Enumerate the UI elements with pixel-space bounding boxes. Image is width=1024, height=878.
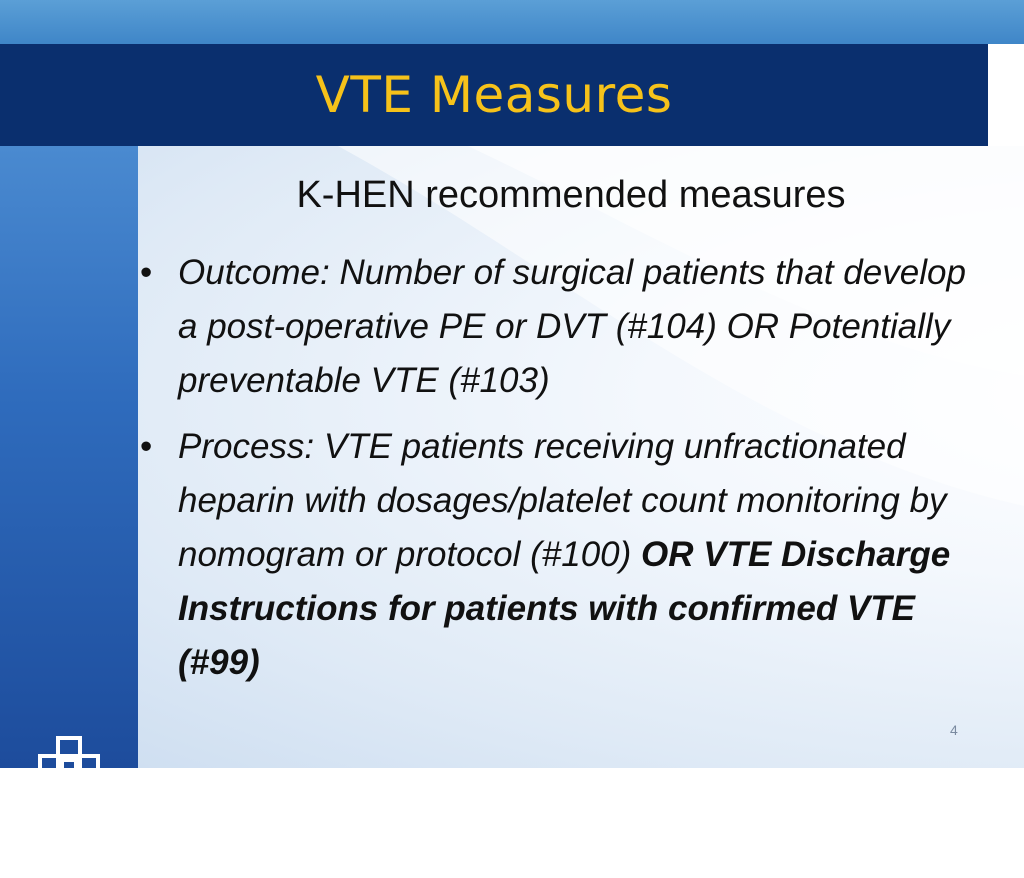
- logo-line-hospital: Hospital: [34, 831, 104, 852]
- logo-line-kentucky: Kentucky: [29, 810, 109, 831]
- page-number: 4: [950, 722, 958, 738]
- bullet-dot-icon: •: [140, 253, 153, 292]
- logo-text: [10, 810, 128, 873]
- title-band: [0, 44, 988, 146]
- left-sidebar: [0, 146, 138, 873]
- bullet-list: [138, 246, 988, 702]
- bullet-text-outcome: Outcome: Number of surgical patients that develop a post-operative PE or DVT (#104) OR Potentially preventable VTE (#103): [178, 253, 966, 400]
- top-accent-strip: [0, 0, 1024, 44]
- bullet-text-process-bold: OR VTE Discharge Instructions for patients with confirmed VTE (#99): [178, 535, 951, 682]
- kha-logo: [10, 728, 128, 878]
- cross-logo-icon: [38, 736, 100, 798]
- bullet-item-outcome: [138, 246, 988, 408]
- slide-subtitle: K-HEN recommended measures: [296, 174, 846, 216]
- bullet-text-process: Process: VTE patients receiving unfractionated heparin with dosages/platelet count monitoring by nomogram or protocol (#100): [178, 427, 947, 574]
- logo-line-association: Association: [20, 852, 118, 873]
- title-band-right-edge: [988, 44, 1024, 146]
- bullet-dot-icon: •: [140, 427, 153, 466]
- bullet-item-process: [138, 420, 988, 690]
- slide-title: VTE Measures: [315, 66, 673, 124]
